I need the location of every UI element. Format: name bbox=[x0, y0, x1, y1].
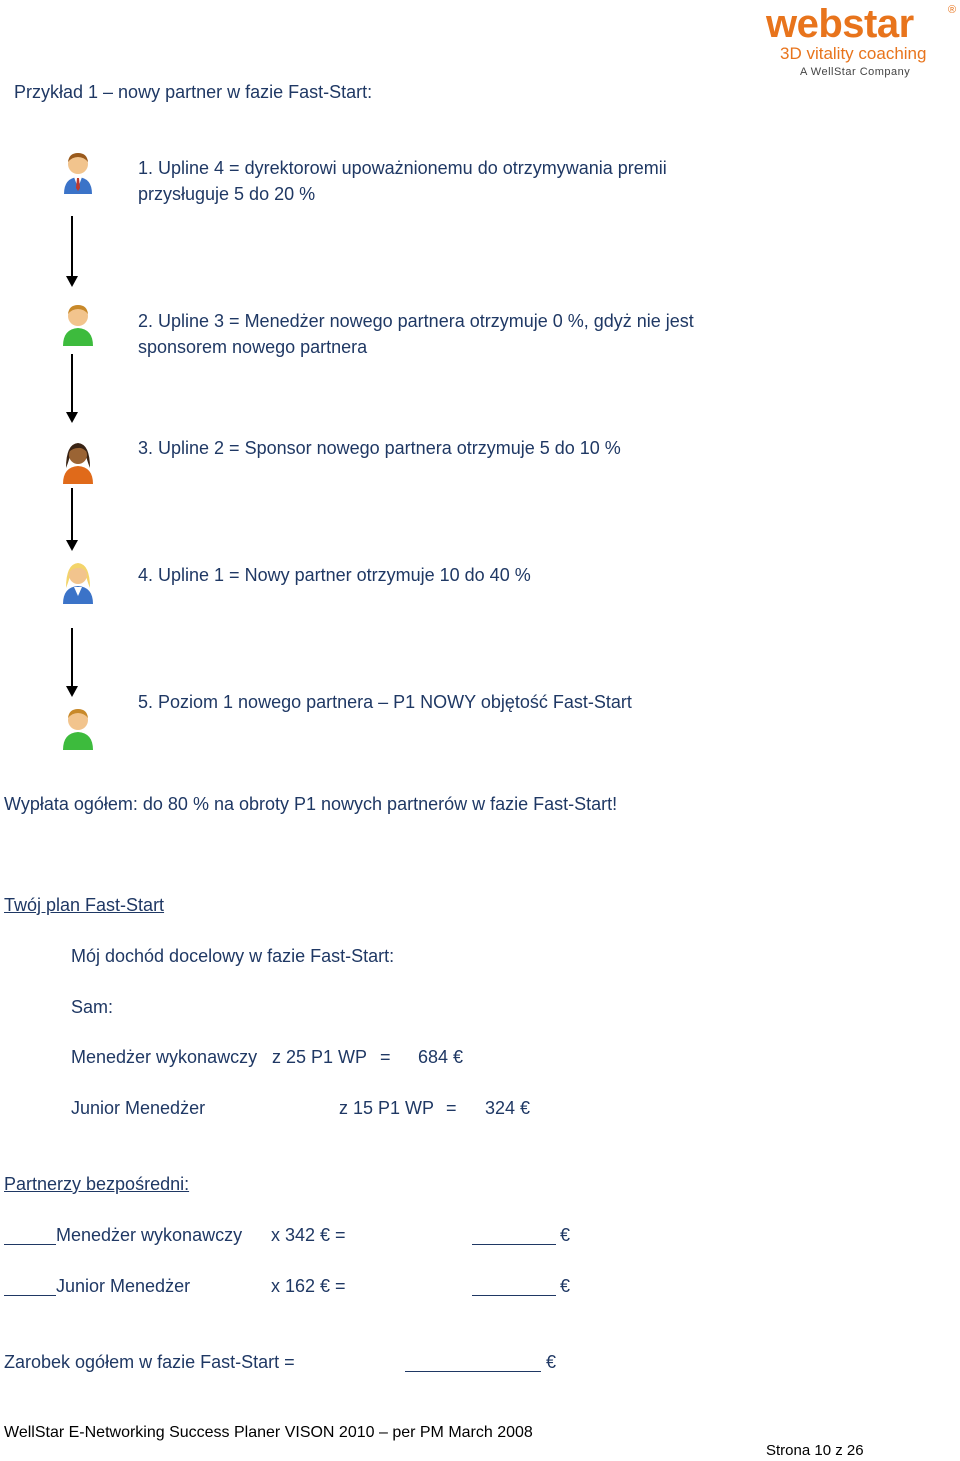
logo-company: A WellStar Company bbox=[800, 66, 911, 78]
direct-row-multiplier: x 162 € = bbox=[271, 1276, 346, 1296]
summary-text: Wypłata ogółem: do 80 % na obroty P1 nowych partnerów w fazie Fast-Start! bbox=[4, 794, 618, 814]
row-volume: z 25 P1 WP bbox=[272, 1047, 368, 1067]
direct-row-currency: € bbox=[560, 1225, 571, 1245]
total-blank-field[interactable] bbox=[405, 1371, 541, 1372]
blonde-person-icon bbox=[60, 558, 96, 604]
upline-2-text: 3. Upline 2 = Sponsor nowego partnera otrzymuje 5 do 10 % bbox=[138, 438, 621, 458]
upline-3-text: 2. Upline 3 = Menedżer nowego partnera otrzymuje 0 %, gdyż nie jest bbox=[138, 311, 694, 331]
woman-person-icon bbox=[60, 438, 96, 484]
row-amount: 324 € bbox=[485, 1098, 531, 1118]
total-label: Zarobek ogółem w fazie Fast-Start = bbox=[4, 1352, 295, 1372]
registered-mark: ® bbox=[948, 4, 957, 16]
manager-person-icon bbox=[60, 148, 96, 194]
upline-1-text: 4. Upline 1 = Nowy partner otrzymuje 10 do 40 % bbox=[138, 565, 531, 585]
total-currency: € bbox=[546, 1352, 557, 1372]
row-role: Menedżer wykonawczy bbox=[71, 1047, 258, 1067]
direct-row-role: Junior Menedżer bbox=[56, 1276, 191, 1296]
down-arrow bbox=[66, 354, 78, 424]
direct-row-role: Menedżer wykonawczy bbox=[56, 1225, 243, 1245]
row-amount: 684 € bbox=[418, 1047, 464, 1067]
sam-label: Sam: bbox=[71, 997, 114, 1017]
row-equals: = bbox=[446, 1098, 457, 1118]
row-equals: = bbox=[380, 1047, 391, 1067]
target-label: Mój dochód docelowy w fazie Fast-Start: bbox=[71, 946, 395, 966]
upline-4-text-cont: przysługuje 5 do 20 % bbox=[138, 184, 316, 204]
direct-row-multiplier: x 342 € = bbox=[271, 1225, 346, 1245]
plan-heading: Twój plan Fast-Start bbox=[4, 895, 165, 915]
logo-tagline: 3D vitality coaching bbox=[780, 44, 927, 63]
upline-4-text: 1. Upline 4 = dyrektorowi upoważnionemu do otrzymywania premii bbox=[138, 158, 667, 178]
row-volume: z 15 P1 WP bbox=[339, 1098, 435, 1118]
down-arrow bbox=[66, 628, 78, 698]
down-arrow bbox=[66, 216, 78, 288]
direct-partners-heading: Partnerzy bezpośredni: bbox=[4, 1174, 190, 1194]
upline-3-text-cont: sponsorem nowego partnera bbox=[138, 337, 368, 357]
down-arrow bbox=[66, 488, 78, 552]
webstar-logo bbox=[766, 2, 958, 82]
count-blank-field[interactable] bbox=[4, 1244, 56, 1245]
row-role: Junior Menedżer bbox=[71, 1098, 206, 1118]
logo-wordmark: webstar bbox=[766, 2, 914, 46]
amount-blank-field[interactable] bbox=[472, 1295, 556, 1296]
level-1-text: 5. Poziom 1 nowego partnera – P1 NOWY objętość Fast-Start bbox=[138, 692, 632, 712]
example-title: Przykład 1 – nowy partner w fazie Fast-Start: bbox=[14, 82, 373, 102]
direct-row-currency: € bbox=[560, 1276, 571, 1296]
green-person-icon bbox=[60, 300, 96, 346]
amount-blank-field[interactable] bbox=[472, 1244, 556, 1245]
page-number: Strona 10 z 26 bbox=[766, 1442, 864, 1459]
count-blank-field[interactable] bbox=[4, 1295, 56, 1296]
footer-text: WellStar E-Networking Success Planer VISON 2010 – per PM March 2008 bbox=[4, 1424, 533, 1441]
green-person-icon bbox=[60, 704, 96, 750]
